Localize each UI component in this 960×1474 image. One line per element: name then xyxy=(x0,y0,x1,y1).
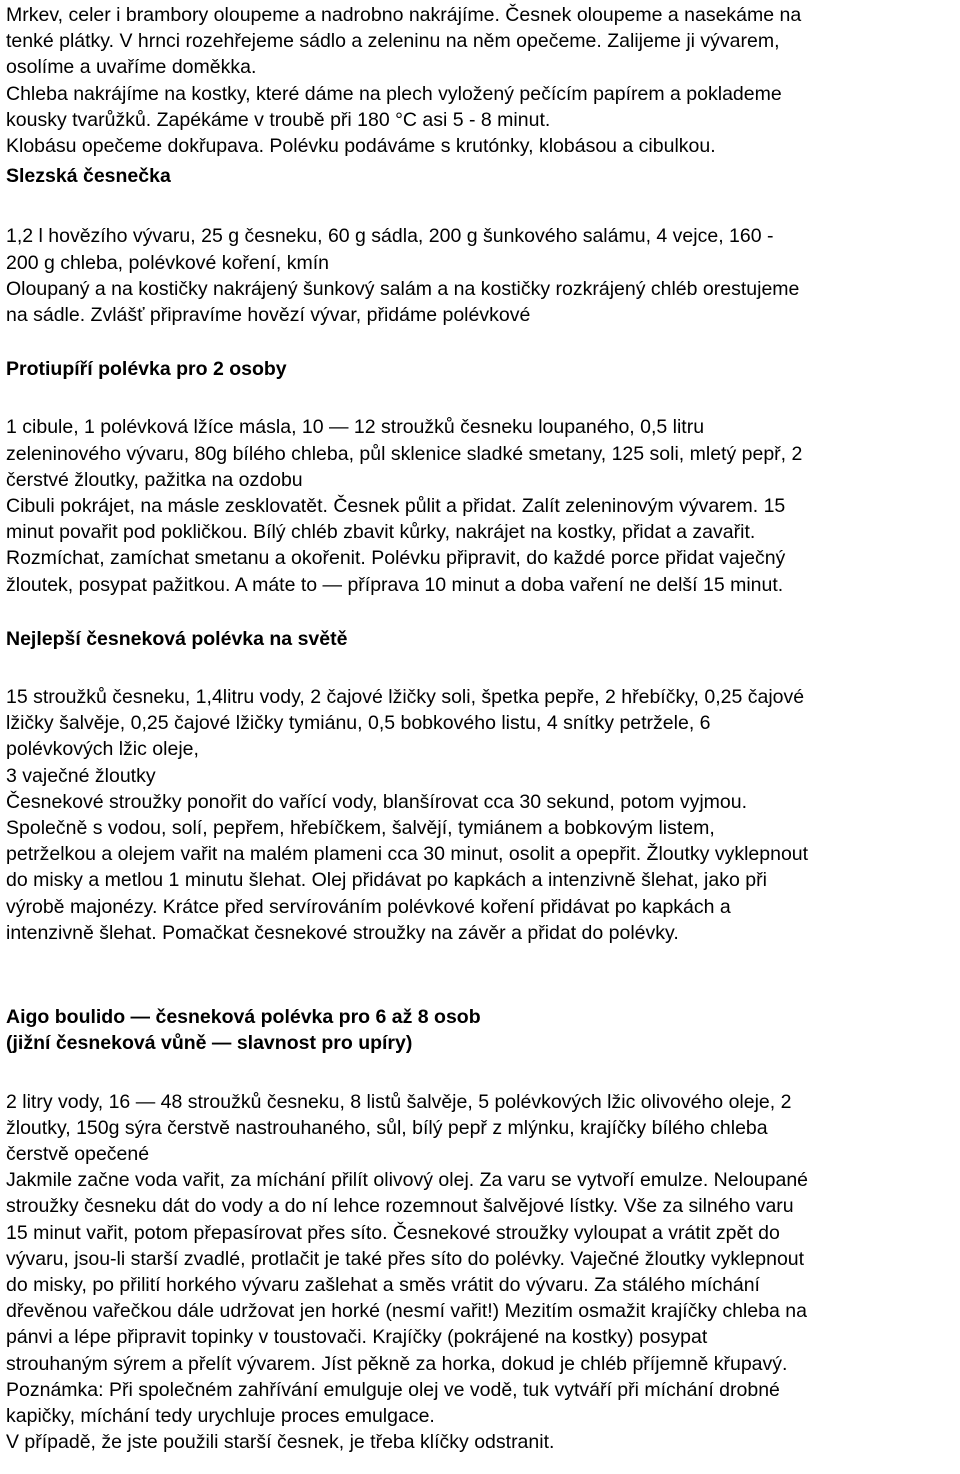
text-line: polévkových lžic oleje, xyxy=(6,738,199,761)
text-line: Cibuli pokrájet, na másle zesklovatět. Česnek půlit a přidat. Zalít zeleninovým vývarem. 15 xyxy=(6,495,786,518)
text-line: lžičky šalvěje, 0,25 čajové lžičky tymiánu, 0,5 bobkového listu, 4 snítky petržele, 6 xyxy=(6,712,711,735)
recipe-method xyxy=(6,493,960,598)
text-line: Chleba nakrájíme na kostky, které dáme na plech vyložený pečícím papírem a poklademe xyxy=(6,82,782,105)
text-line: 3 vaječné žloutky xyxy=(6,764,156,787)
recipe-title-protiupiri-polevka: Protiupíří polévka pro 2 osoby xyxy=(6,358,287,381)
text-line: do misky a metlou 1 minutu šlehat. Olej přidávat po kapkách a intenzivně šlehat, jako při xyxy=(6,869,767,892)
text-line: 200 g chleba, polévkové koření, kmín xyxy=(6,251,330,274)
text-line: 15 minut vařit, potom přepasírovat přes síto. Česnekové stroužky vyloupat a vrátit zpět do xyxy=(6,1221,780,1244)
recipe-title-slezska-cesnecka: Slezská česnečka xyxy=(6,165,171,188)
text-line: osolíme a uvaříme doměkka. xyxy=(6,56,257,79)
text-line: dřevěnou vařečkou dále udržovat jen horké (nesmí vařit!) Mezitím osmažit krajíčky chleba na xyxy=(6,1300,807,1323)
recipe-ingredients xyxy=(6,223,960,275)
text-line: petrželkou a olejem vařit na malém plameni cca 30 minut, osolit a opepřit. Žloutky vyklepnout xyxy=(6,843,809,866)
text-line: pánvi a lépe připravit topinky v toustovači. Krajíčky (pokrájené na kostky) posypat xyxy=(6,1326,708,1349)
text-line: Poznámka: Při společném zahřívání emulguje olej ve vodě, tuk vytváří při míchání drobné xyxy=(6,1378,780,1401)
text-line: Společně s vodou, solí, pepřem, hřebíčkem, šalvějí, tymiánem a bobkovým listem, xyxy=(6,817,715,840)
text-line: Oloupaný a na kostičky nakrájený šunkový salám a na kostičky rozkrájený chléb orestujeme xyxy=(6,277,800,300)
text-line: na sádle. Zvlášť připravíme hovězí vývar, přidáme polévkové xyxy=(6,304,531,327)
text-line: minut povařit pod pokličkou. Bílý chléb zbavit kůrky, nakrájet na kostky, přidat a zavařit. xyxy=(6,521,756,544)
recipe-subtitle-aigo-boulido: (jižní česneková vůně — slavnost pro upíry) xyxy=(6,1032,413,1055)
recipe-method xyxy=(6,1167,960,1455)
text-line: tenké plátky. V hrnci rozehřejeme sádlo a zeleninu na něm opečeme. Zalijeme ji vývarem, xyxy=(6,30,780,53)
text-line: žloutek, posypat pažitkou. A máte to — příprava 10 minut a doba vaření ne delší 15 minut. xyxy=(6,573,784,596)
recipe-title-aigo-boulido: Aigo boulido — česneková polévka pro 6 až 8 osob xyxy=(6,1006,481,1029)
text-line: 15 stroužků česneku, 1,4litru vody, 2 čajové lžičky soli, špetka pepře, 2 hřebíčky, 0,25 čajové xyxy=(6,686,805,709)
text-line: Klobásu opečeme dokřupava. Polévku podáváme s krutónky, klobásou a cibulkou. xyxy=(6,135,716,158)
text-line: stroužky česneku dát do vody a do ní lehce rozemnout šalvějové lístky. Vše za silného varu xyxy=(6,1195,794,1218)
text-line: žloutky, 150g sýra čerstvě nastrouhaného, sůl, bílý pepř z mlýnku, krajíčky bílého chleba xyxy=(6,1116,768,1139)
recipe-ingredients xyxy=(6,684,960,789)
text-line: kapičky, míchání tedy urychluje proces emulgace. xyxy=(6,1404,435,1427)
text-line: zeleninového vývaru, 80g bílého chleba, půl sklenice sladké smetany, 125 soli, mletý pepř, 2 xyxy=(6,442,803,465)
text-line: Jakmile začne voda vařit, za míchání přilít olivový olej. Za varu se vytvoří emulze. Neloupané xyxy=(6,1169,809,1192)
text-line: 2 litry vody, 16 — 48 stroužků česneku, 8 listů šalvěje, 5 polévkových lžic olivového oleje, 2 xyxy=(6,1090,792,1113)
text-line: Česnekové stroužky ponořit do vařící vody, blanšírovat cca 30 sekund, potom vyjmou. xyxy=(6,790,747,813)
text-line: Mrkev, celer i brambory oloupeme a nadrobno nakrájíme. Česnek oloupeme a nasekáme na xyxy=(6,4,802,26)
recipe-ingredients xyxy=(6,414,960,493)
recipe-title-nejlepsi-cesnekova: Nejlepší česneková polévka na světě xyxy=(6,627,348,650)
text-line: V případě, že jste použili starší česnek, je třeba klíčky odstranit. xyxy=(6,1431,555,1454)
text-line: vývaru, jsou-li starší zvadlé, protlačit je také přes síto do polévky. Vaječné žloutky vyklepnout xyxy=(6,1247,805,1270)
text-line: 1,2 l hovězího vývaru, 25 g česneku, 60 g sádla, 200 g šunkového salámu, 4 vejce, 160 - xyxy=(6,225,774,248)
intro-paragraph xyxy=(6,2,960,159)
text-line: strouhaným sýrem a přelít vývarem. Jíst pěkně za horka, dokud je chléb příjemně křupavý. xyxy=(6,1352,788,1375)
text-line: kousky tvarůžků. Zapékáme v troubě při 180 °C asi 5 - 8 minut. xyxy=(6,108,551,131)
text-line: čerstvé žloutky, pažitka na ozdobu xyxy=(6,468,303,491)
text-line: 1 cibule, 1 polévková lžíce másla, 10 — 12 stroužků česneku loupaného, 0,5 litru xyxy=(6,416,705,439)
text-line: intenzivně šlehat. Pomačkat česnekové stroužky na závěr a přidat do polévky. xyxy=(6,921,679,944)
text-line: čerstvě opečené xyxy=(6,1142,150,1165)
text-line: do misky, po přilití horkého vývaru zašlehat a směs vrátit do vývaru. Za stálého míchání xyxy=(6,1273,760,1296)
recipe-method xyxy=(6,276,960,328)
text-line: Rozmíchat, zamíchat smetanu a okořenit. Polévku připravit, do každé porce přidat vaječný xyxy=(6,547,786,570)
recipe-method xyxy=(6,789,960,946)
recipe-ingredients xyxy=(6,1089,960,1168)
text-line: výrobě majonézy. Krátce před servírováním polévkové koření přidávat po kapkách a xyxy=(6,895,731,918)
